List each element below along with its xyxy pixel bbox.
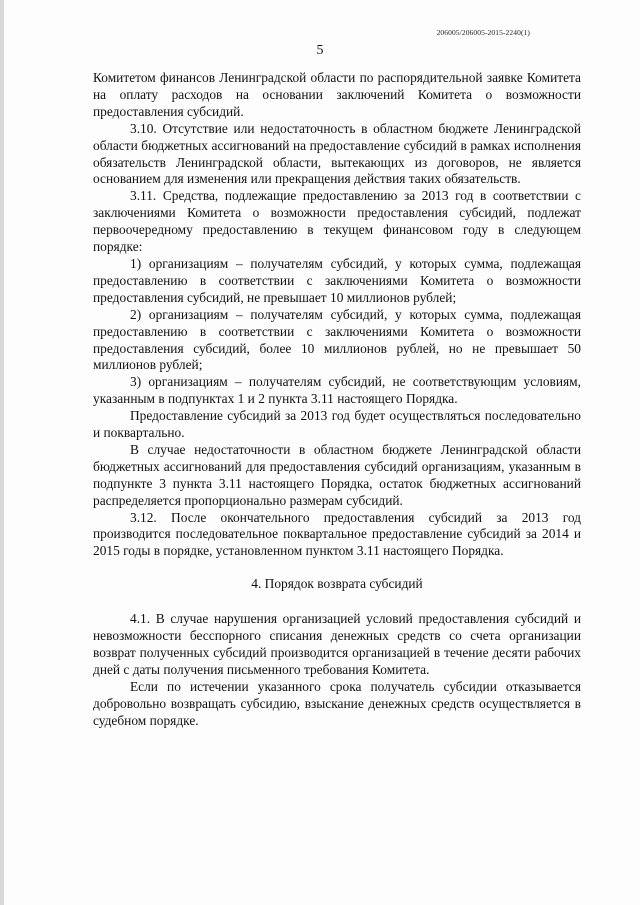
paragraph-3-10: 3.10. Отсутствие или недостаточность в областном бюджете Ленинградской области бюджетных ассигнований на предоставление субсидий в рамках исполнения обязательств Ленинградской области, вытекающих из договоров, не является основанием для изменения или прекращения действия таких обязательств. [93, 120, 581, 187]
section-4-heading: 4. Порядок возврата субсидий [251, 576, 423, 592]
paragraph-3-11: 3.11. Средства, подлежащие предоставлению за 2013 год в соответствии с заключениями Комитета о возможности предоставления субсидий, подлежат первоочередному предоставлению в текущем финансовом году в следующем порядке: [93, 188, 581, 255]
page-number: 5 [316, 43, 324, 58]
list-item-2: 2) организациям – получателям субсидий, у которых сумма, подлежащая предоставлению в соответствии с заключениями Комитета о возможности предоставления субсидий, более 10 миллионов рублей, но не превышает 50 миллионов рублей; [93, 306, 581, 373]
paragraph-insufficiency: В случае недостаточности в областном бюджете Ленинградской области бюджетных ассигнований для предоставления субсидий организациям, указанным в подпункте 3 пункта 3.11 настоящего Порядка, остаток бюджетных ассигнований распределяется пропорционально размерам субсидий. [93, 441, 581, 508]
paragraph-quarterly: Предоставление субсидий за 2013 год будет осуществляться последовательно и поквартально. [93, 408, 581, 441]
list-item-3: 3) организациям – получателям субсидий, не соответствующим условиям, указанным в подпунктах 1 и 2 пункта 3.11 настоящего Порядка. [93, 374, 581, 407]
paragraph-court-recovery: Если по истечении указанного срока получатель субсидии отказывается добровольно возвращать субсидию, взыскание денежных средств осуществляется в судебном порядке. [93, 678, 581, 728]
scan-edge [0, 0, 4, 905]
document-body [93, 70, 581, 730]
document-id: 206005/206005-2015-2240(1) [436, 28, 530, 37]
paragraph-4-1: 4.1. В случае нарушения организацией условий предоставления субсидий и невозможности бесспорного списания денежных средств со счета организации возврат полученных субсидий производится организацией в течение десяти рабочих дней с даты получения письменного требования Комитета. [93, 611, 581, 677]
list-item-1: 1) организациям – получателям субсидий, у которых сумма, подлежащая предоставлению в соответствии с заключениями Комитета о возможности предоставления субсидий, не превышает 10 миллионов рублей; [93, 255, 581, 305]
paragraph-3-12: 3.12. После окончательного предоставления субсидий за 2013 год производится последовательное поквартальное предоставление субсидий за 2014 и 2015 годы в порядке, установленном пунктом 3.11 настоящего Порядка. [93, 509, 581, 559]
paragraph-continuation: Комитетом финансов Ленинградской области по распорядительной заявке Комитета на оплату расходов на основании заключений Комитета о возможности предоставления субсидий. [93, 70, 581, 119]
